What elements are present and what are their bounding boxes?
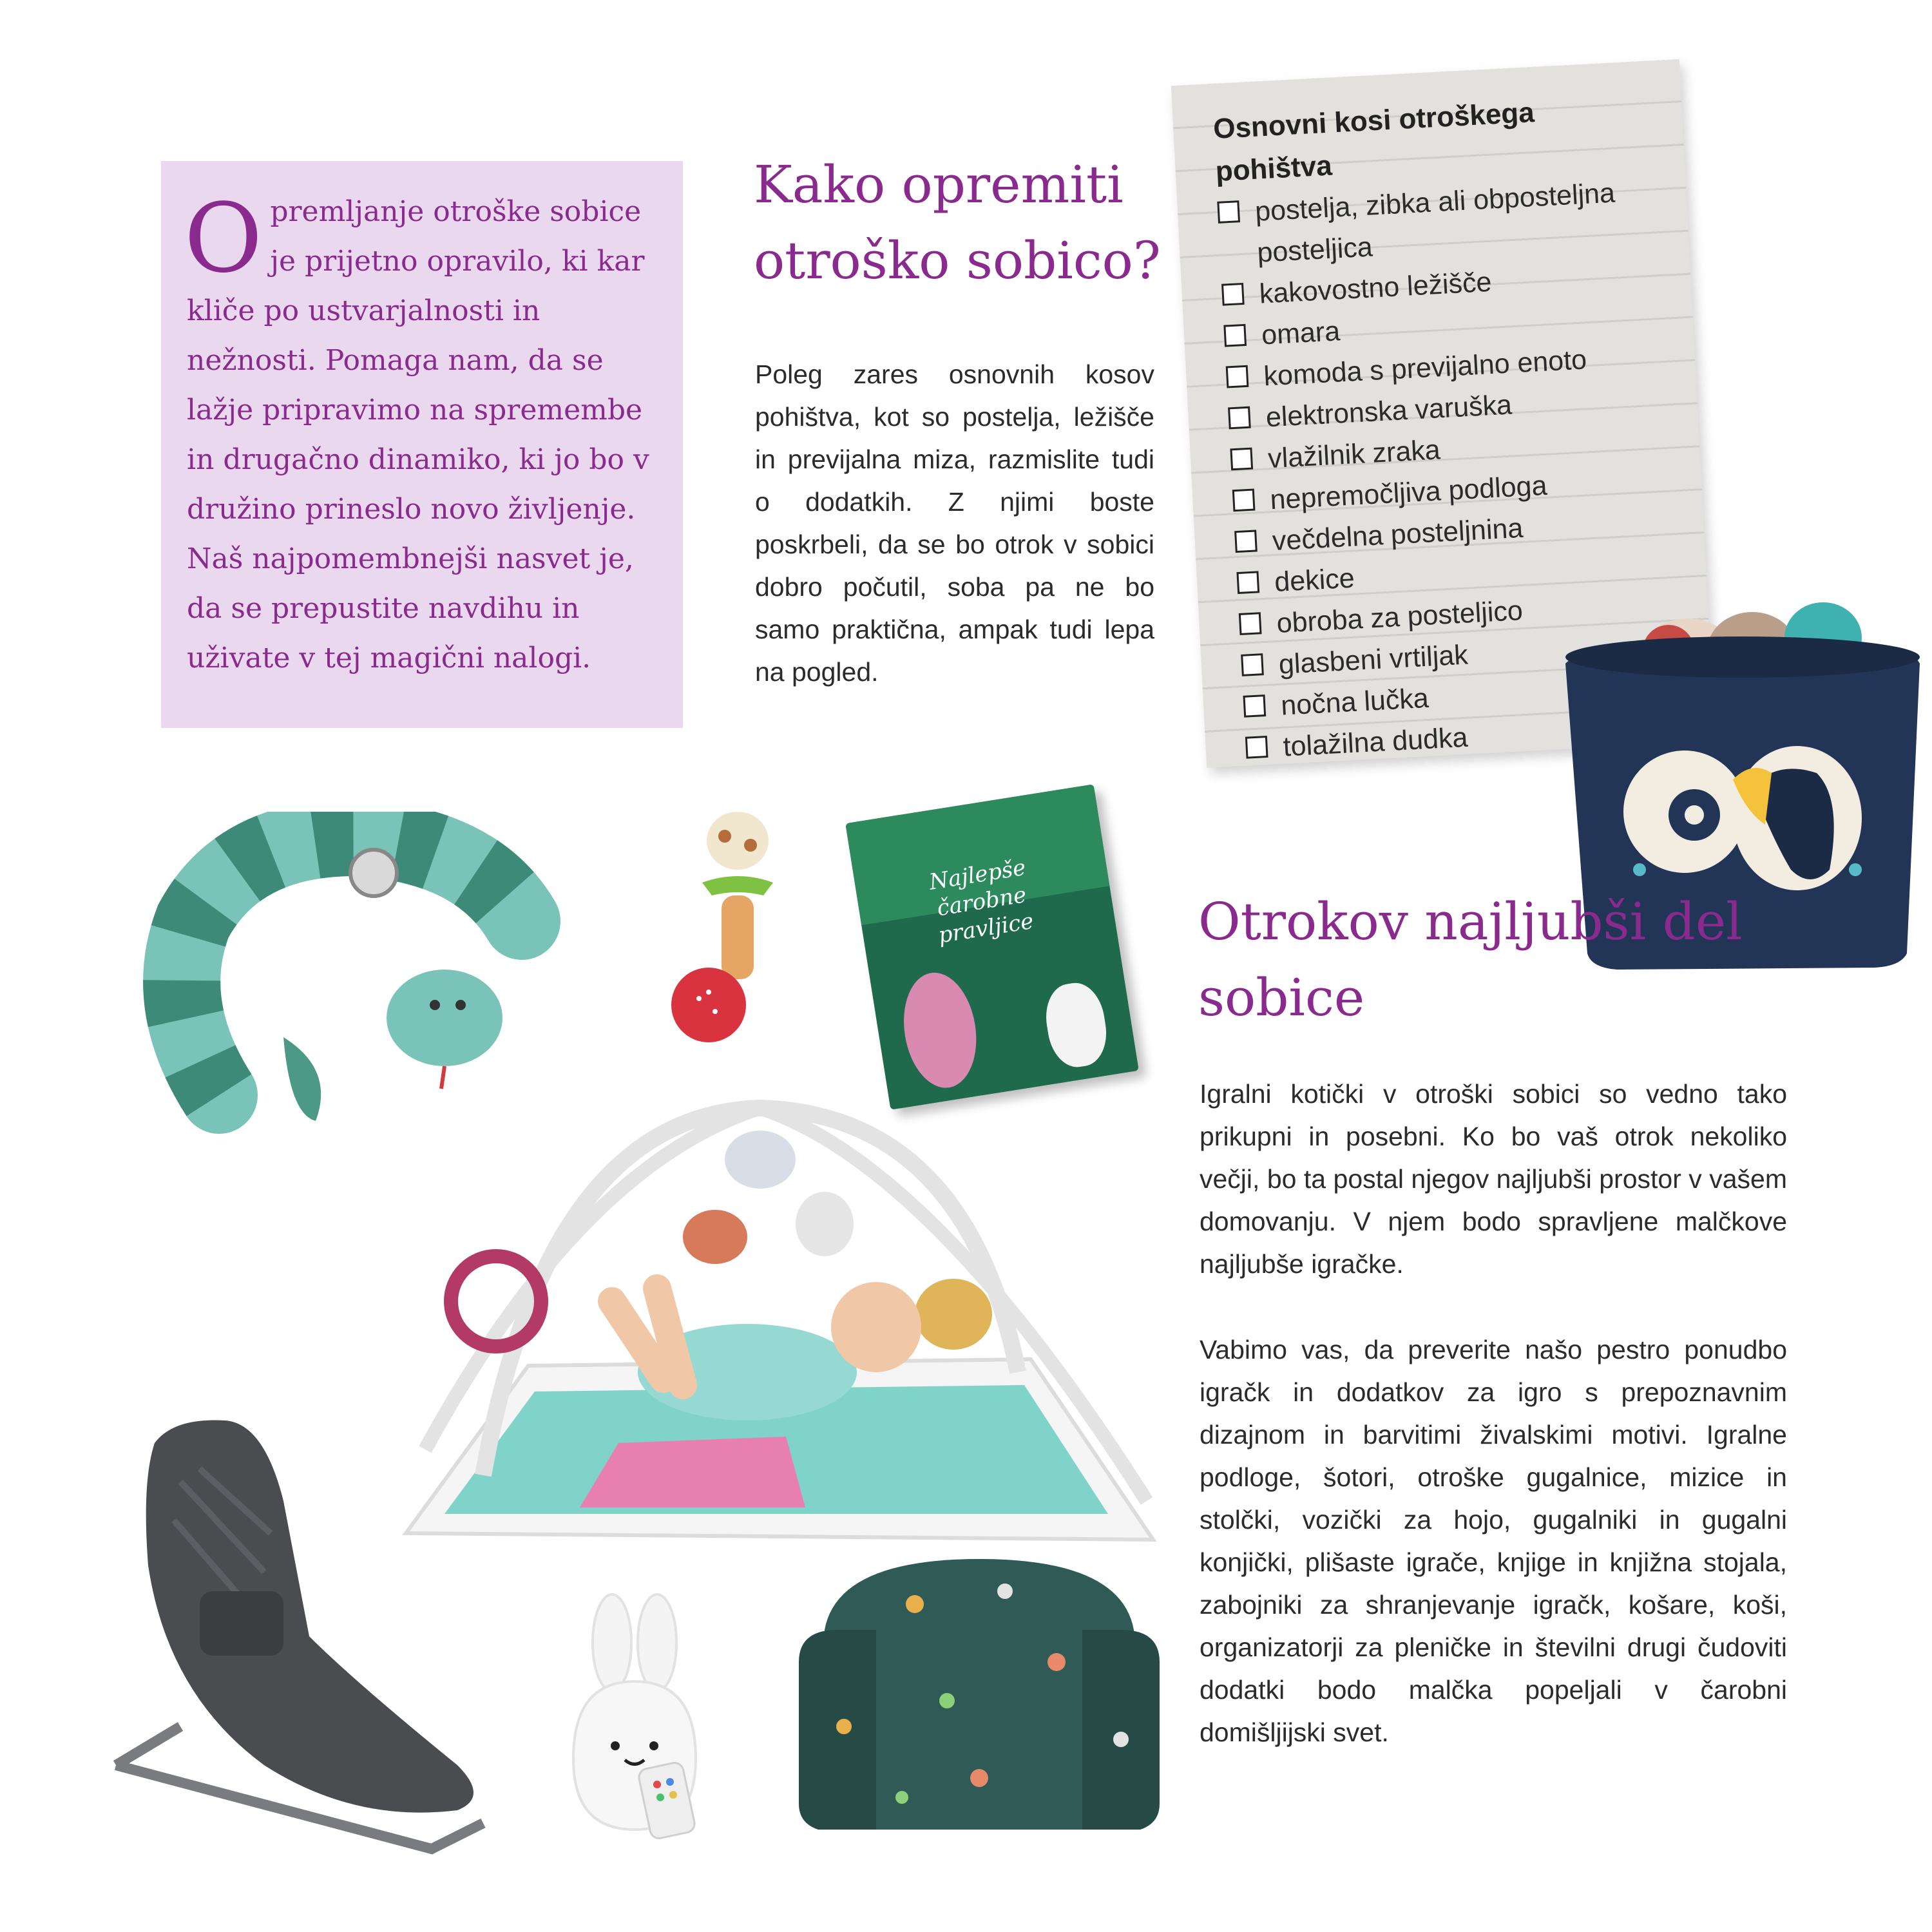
- checkbox-icon[interactable]: [1236, 571, 1259, 594]
- checklist-item-label: nočna lučka: [1280, 682, 1430, 722]
- checklist-item-label: elektronska varuška: [1265, 389, 1513, 434]
- section2-paragraph-1: Igralni kotički v otroški sobici so vedno tako prikupni in posebni. Ko bo vaš otrok nekoliko večji, bo ta postal njegov najljubši prostor v vašem domovanju. V njem bodo spravljene malčkove najljubše igračke.: [1200, 1079, 1787, 1279]
- section2-title: Otrokov najljubši del sobice: [1198, 892, 1743, 1028]
- checkbox-icon[interactable]: [1228, 406, 1251, 430]
- checkbox-icon[interactable]: [1234, 530, 1258, 553]
- checklist-item-label: tolažilna dudka: [1282, 722, 1469, 763]
- checklist-item-label: vlažilnik zraka: [1267, 434, 1441, 475]
- intro-paragraph: [184, 183, 660, 683]
- bunny-night-light-image: [554, 1591, 722, 1849]
- checkbox-icon[interactable]: [1241, 653, 1264, 676]
- checklist-item-label: glasbeni vrtiljak: [1277, 639, 1469, 680]
- section1-body: Poleg zares osnovnih kosov pohištva, kot so postelja, ležišče in previjalna miza, razmislite tudi o dodatkih. Z njimi boste poskrbeli, da se bo otrok v sobici dobro počutil, soba pa ne bo samo praktična, ampak tudi lepa na pogled.: [755, 359, 1154, 687]
- checklist-item-label: dekice: [1274, 562, 1355, 598]
- checkbox-icon[interactable]: [1226, 365, 1249, 388]
- section2-paragraph-2: Vabimo vas, da preverite našo pestro ponudbo igračk in dodatkov za igro s prepoznavnim dizajnom in barvitimi živalskimi motivi. Igralne podloge, šotori, otroške gugalnice, mizice in stolčki, vozički za hojo, gugalniki in gugalni konjički, plišaste igrače, knjige in knjižna stojala, zabojniki za shranjevanje igračk, košare, koši, organizatorji za pleničke in številni drugi čudoviti dodatki bodo malčka popeljali v čarobni domišljijski svet.: [1200, 1335, 1787, 1747]
- checklist-item-label: nepremočljiva podloga: [1269, 470, 1548, 516]
- checklist-item-label: večdelna posteljnina: [1271, 512, 1524, 557]
- kids-armchair-image: [786, 1533, 1172, 1842]
- checkbox-icon[interactable]: [1223, 324, 1247, 347]
- intro-box: [161, 161, 683, 728]
- checkbox-icon[interactable]: [1239, 612, 1262, 635]
- checklist-item-label: omara: [1261, 316, 1341, 351]
- checkbox-icon[interactable]: [1243, 694, 1266, 718]
- intro-text: premljanje otroške sobice je prijetno opravilo, ki kar kliče po ustvarjalnosti in nežnosti. Pomaga nam, da se lažje pripravimo na spremembe in drugačno dinamiko, ki jo bo v družino prineslo novo življenje. Naš najpomembnejši nasvet je, da se prepustite navdihu in uživate v tej magični nalogi.: [187, 195, 649, 674]
- checkbox-icon[interactable]: [1230, 448, 1253, 471]
- checklist-title: Osnovni kosi otroškega pohištva: [1212, 96, 1535, 187]
- checklist-item-label: obroba za posteljico: [1276, 595, 1524, 639]
- book-cover-title: Najlepše čarobne pravljice: [927, 854, 1036, 949]
- giraffe-rattle-image: [644, 805, 831, 1050]
- checkbox-icon[interactable]: [1245, 736, 1268, 759]
- checkbox-icon[interactable]: [1221, 283, 1245, 306]
- checkbox-icon[interactable]: [1232, 489, 1256, 512]
- book-cover: [845, 784, 1139, 1109]
- checkbox-icon[interactable]: [1217, 200, 1240, 224]
- baby-bouncer-image: [97, 1404, 509, 1855]
- checklist-item-label: komoda s previjalno enoto: [1263, 344, 1588, 392]
- checklist-item-label: postelja, zibka ali obposteljna posteljica: [1254, 177, 1616, 269]
- section1-title: Kako opremiti otroško sobico?: [754, 155, 1161, 291]
- checklist-item-label: kakovostno ležišče: [1258, 266, 1493, 310]
- drop-cap: O: [184, 183, 263, 294]
- fairy-tale-book-image: [845, 784, 1139, 1109]
